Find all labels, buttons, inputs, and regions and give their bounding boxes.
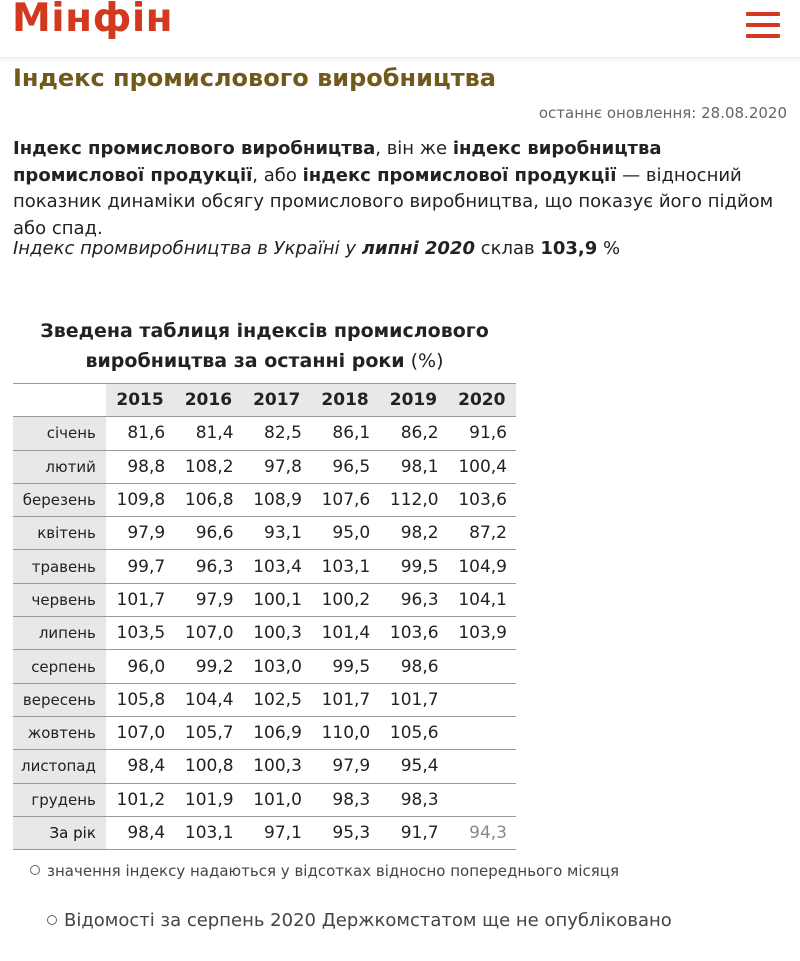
index-value-cell: 97,9 xyxy=(311,750,379,783)
index-value-cell: 106,8 xyxy=(174,483,242,516)
index-value-cell: 98,4 xyxy=(106,750,174,783)
month-label: липень xyxy=(13,617,106,650)
index-value-cell: 104,1 xyxy=(448,583,516,616)
month-label: серпень xyxy=(13,650,106,683)
index-value-cell: 97,9 xyxy=(174,583,242,616)
table-total-row xyxy=(13,816,516,849)
footnote-text: значення індексу надаються у відсотках відносно попереднього місяця xyxy=(47,862,620,880)
current-text: Індекс промвиробництва в Україні у xyxy=(13,238,362,259)
table-caption-title: Зведена таблиця індексів промислового виробництва за останні роки xyxy=(40,320,489,372)
current-text: склав xyxy=(474,238,541,259)
index-value-cell: 105,8 xyxy=(106,683,174,716)
table-row xyxy=(13,650,516,683)
index-value-cell: 102,5 xyxy=(243,683,311,716)
index-value-cell: 101,7 xyxy=(106,583,174,616)
intro-text: — відносний показник динаміки обсягу промислового виробництва, що показує його підйом або спад. xyxy=(13,164,774,239)
table-row xyxy=(13,517,516,550)
table-row xyxy=(13,750,516,783)
index-value-cell: 101,9 xyxy=(174,783,242,816)
month-label: березень xyxy=(13,483,106,516)
hamburger-menu-icon[interactable] xyxy=(746,10,780,40)
month-label: листопад xyxy=(13,750,106,783)
index-value-cell xyxy=(448,716,516,749)
index-value-cell: 112,0 xyxy=(379,483,447,516)
index-value-cell: 100,3 xyxy=(243,750,311,783)
index-value-cell: 103,5 xyxy=(106,617,174,650)
month-label: вересень xyxy=(13,683,106,716)
index-value-cell: 100,1 xyxy=(243,583,311,616)
index-value-cell: 108,2 xyxy=(174,450,242,483)
table-body xyxy=(13,417,516,850)
index-value-cell: 96,3 xyxy=(379,583,447,616)
current-period: липні 2020 xyxy=(361,238,475,259)
index-value-cell: 97,8 xyxy=(243,450,311,483)
index-value-cell: 97,1 xyxy=(243,816,311,849)
index-value-cell: 108,9 xyxy=(243,483,311,516)
year-header: 2015 xyxy=(106,384,174,417)
index-value-cell: 98,1 xyxy=(379,450,447,483)
table-row xyxy=(13,417,516,450)
index-value-cell: 98,6 xyxy=(379,650,447,683)
menu-bar xyxy=(746,23,780,27)
table-row xyxy=(13,450,516,483)
menu-bar xyxy=(746,12,780,16)
index-value-cell: 98,4 xyxy=(106,816,174,849)
month-label: січень xyxy=(13,417,106,450)
index-value-cell: 82,5 xyxy=(243,417,311,450)
table-row xyxy=(13,683,516,716)
table-header-row xyxy=(13,384,516,417)
index-value-cell: 101,2 xyxy=(106,783,174,816)
index-value-cell: 99,5 xyxy=(311,650,379,683)
index-value-cell: 98,8 xyxy=(106,450,174,483)
circle-bullet-icon xyxy=(30,865,40,875)
footnote-units xyxy=(30,862,619,880)
index-value-cell xyxy=(448,750,516,783)
index-value-cell: 107,0 xyxy=(106,716,174,749)
index-value-cell: 100,2 xyxy=(311,583,379,616)
index-value-cell: 103,4 xyxy=(243,550,311,583)
footnote-unpublished xyxy=(47,910,672,931)
month-label: травень xyxy=(13,550,106,583)
index-value-cell: 98,3 xyxy=(379,783,447,816)
index-value-cell: 103,9 xyxy=(448,617,516,650)
circle-bullet-icon xyxy=(47,915,57,925)
current-unit: % xyxy=(597,238,621,259)
index-value-cell: 98,2 xyxy=(379,517,447,550)
index-value-cell: 95,0 xyxy=(311,517,379,550)
index-value-cell: 97,9 xyxy=(106,517,174,550)
index-value-cell: 100,3 xyxy=(243,617,311,650)
index-value-cell: 96,0 xyxy=(106,650,174,683)
table-row xyxy=(13,550,516,583)
index-value-cell: 86,2 xyxy=(379,417,447,450)
table-caption xyxy=(13,316,516,376)
intro-term-alt1: індекс виробництва промислової продукції xyxy=(13,138,662,186)
index-value-cell xyxy=(448,683,516,716)
menu-bar xyxy=(746,34,780,38)
index-value-cell: 103,6 xyxy=(448,483,516,516)
footnote-text: Відомості за серпень 2020 Держкомстатом ще не опубліковано xyxy=(64,910,672,931)
index-value-cell: 103,6 xyxy=(379,617,447,650)
last-updated: останнє оновлення: 28.08.2020 xyxy=(538,104,787,122)
index-value-cell: 99,7 xyxy=(106,550,174,583)
table-row xyxy=(13,783,516,816)
month-label: грудень xyxy=(13,783,106,816)
month-label: червень xyxy=(13,583,106,616)
index-value-cell: 103,0 xyxy=(243,650,311,683)
table-row xyxy=(13,583,516,616)
index-value-cell: 95,3 xyxy=(311,816,379,849)
index-value-cell: 104,9 xyxy=(448,550,516,583)
index-value-cell xyxy=(448,650,516,683)
index-value-cell: 87,2 xyxy=(448,517,516,550)
index-value-cell: 95,4 xyxy=(379,750,447,783)
index-value-cell: 101,7 xyxy=(379,683,447,716)
index-value-cell: 91,7 xyxy=(379,816,447,849)
index-value-cell: 98,3 xyxy=(311,783,379,816)
table-row xyxy=(13,617,516,650)
index-value-cell: 107,6 xyxy=(311,483,379,516)
year-header: 2016 xyxy=(174,384,242,417)
index-value-cell: 104,4 xyxy=(174,683,242,716)
index-value-cell: 81,6 xyxy=(106,417,174,450)
intro-text: , або xyxy=(252,164,303,186)
index-value-cell: 96,5 xyxy=(311,450,379,483)
index-value-cell: 94,3 xyxy=(448,816,516,849)
table-row xyxy=(13,716,516,749)
current-value: 103,9 xyxy=(540,238,598,259)
index-value-cell: 86,1 xyxy=(311,417,379,450)
month-label: лютий xyxy=(13,450,106,483)
index-value-cell: 96,6 xyxy=(174,517,242,550)
index-value-cell: 101,0 xyxy=(243,783,311,816)
index-value-cell: 110,0 xyxy=(311,716,379,749)
index-value-cell: 103,1 xyxy=(311,550,379,583)
month-label: квітень xyxy=(13,517,106,550)
year-header: 2020 xyxy=(448,384,516,417)
intro-term: Індекс промислового виробництва xyxy=(13,138,376,159)
index-value-cell: 99,2 xyxy=(174,650,242,683)
index-value-cell: 100,8 xyxy=(174,750,242,783)
index-value-cell xyxy=(448,783,516,816)
table-row xyxy=(13,483,516,516)
site-logo[interactable]: Мінфін xyxy=(12,0,174,41)
year-header: 2018 xyxy=(311,384,379,417)
year-header: 2019 xyxy=(379,384,447,417)
index-table xyxy=(13,383,516,850)
index-value-cell: 96,3 xyxy=(174,550,242,583)
intro-term-alt2: індекс промислової продукції xyxy=(302,164,617,186)
table-caption-unit: (%) xyxy=(404,350,444,372)
intro-text: , він же xyxy=(375,138,453,159)
index-value-cell: 105,6 xyxy=(379,716,447,749)
index-value-cell: 100,4 xyxy=(448,450,516,483)
index-value-cell: 99,5 xyxy=(379,550,447,583)
index-value-cell: 106,9 xyxy=(243,716,311,749)
site-header xyxy=(0,0,800,58)
index-value-cell: 93,1 xyxy=(243,517,311,550)
index-value-cell: 91,6 xyxy=(448,417,516,450)
index-value-cell: 105,7 xyxy=(174,716,242,749)
page-title: Індекс промислового виробництва xyxy=(13,64,496,92)
index-value-cell: 81,4 xyxy=(174,417,242,450)
index-value-cell: 107,0 xyxy=(174,617,242,650)
intro-paragraph xyxy=(13,136,788,242)
index-value-cell: 109,8 xyxy=(106,483,174,516)
header-corner xyxy=(13,384,106,417)
year-header: 2017 xyxy=(243,384,311,417)
index-value-cell: 101,7 xyxy=(311,683,379,716)
month-label: жовтень xyxy=(13,716,106,749)
index-value-cell: 103,1 xyxy=(174,816,242,849)
total-label: За рік xyxy=(13,816,106,849)
current-index xyxy=(13,236,620,262)
index-value-cell: 101,4 xyxy=(311,617,379,650)
